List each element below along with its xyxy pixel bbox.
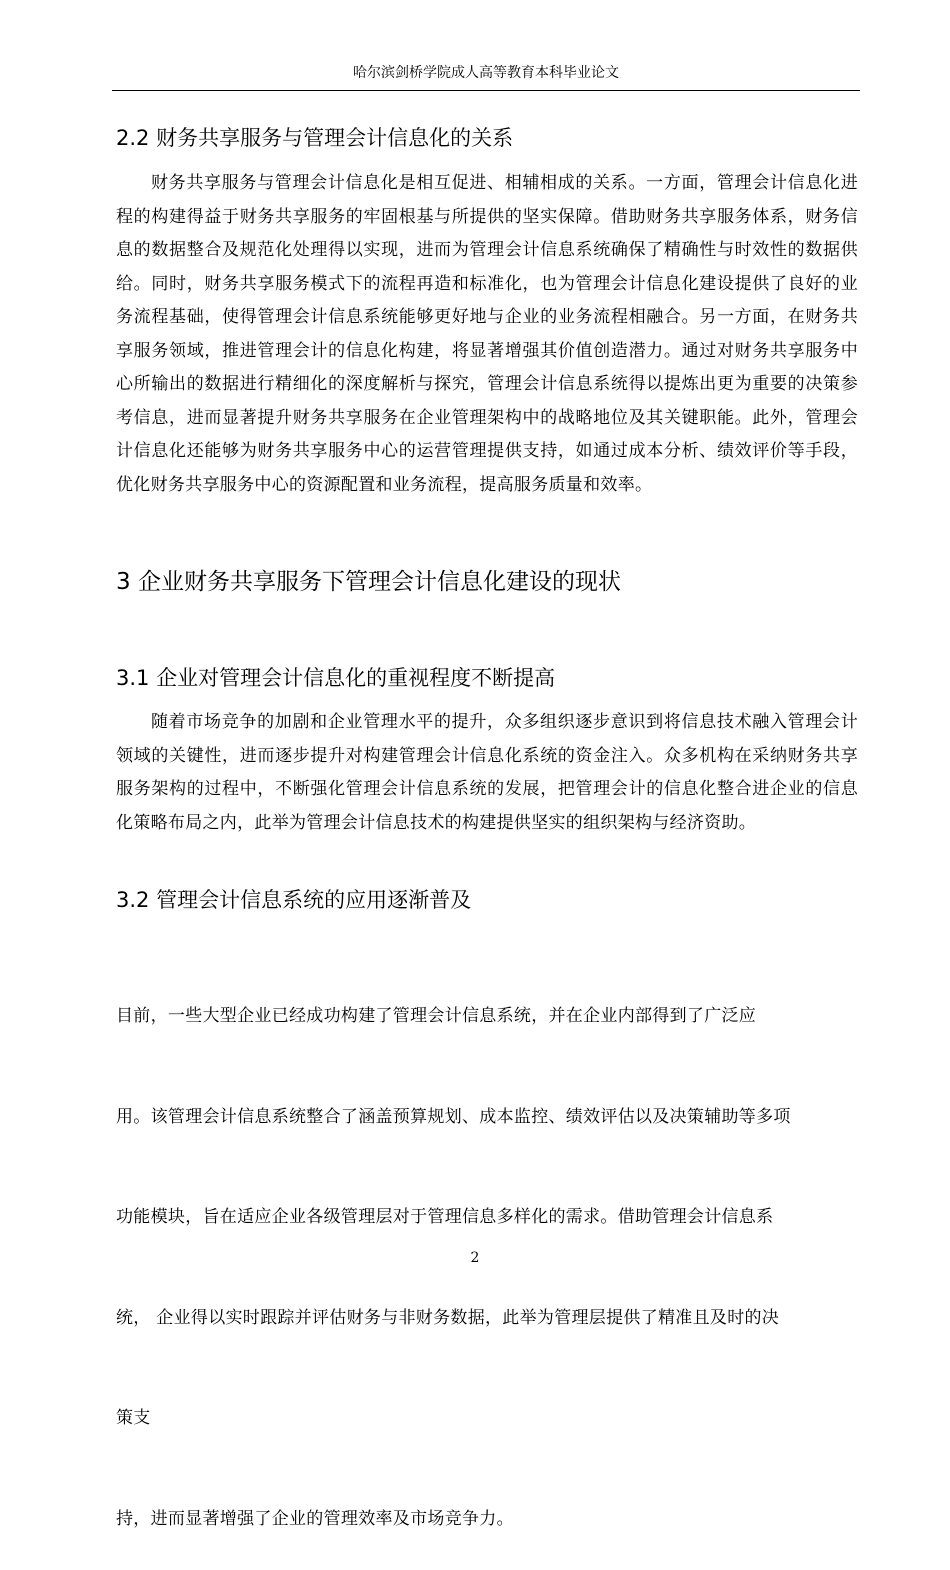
- section-body-3-1: 随着市场竞争的加剧和企业管理水平的提升，众多组织逐步意识到将信息技术融入管理会计领域的关键性，进而逐步提升对构建管理会计信息化系统的资金注入。众多机构在采纳财务共享服务架构的过程中，不断强化管理会计信息系统的发展，把管理会计的信息化整合进企业的信息化策略布局之内，此举为管理会计信息技术的构建提供坚实的组织架构与经济资助。: [116, 712, 858, 833]
- header-title: 哈尔滨剑桥学院成人高等教育本科毕业论文: [353, 65, 619, 81]
- page-header: [112, 64, 860, 91]
- body-line: 目前，一些大型企业已经成功构建了管理会计信息系统，并在企业内部得到了广泛应: [116, 1006, 757, 1026]
- chapter-heading-3: 3 企业财务共享服务下管理会计信息化建设的现状: [116, 569, 621, 595]
- body-line: 策支: [116, 1408, 151, 1428]
- body-line: 用。该管理会计信息系统整合了涵盖预算规划、成本监控、绩效评估以及决策辅助等多项: [116, 1106, 791, 1127]
- section-heading-3-1: 3.1 企业对管理会计信息化的重视程度不断提高: [116, 666, 556, 690]
- section-body-2-2: 财务共享服务与管理会计信息化是相互促进、相辅相成的关系。一方面，管理会计信息化进程的构建得益于财务共享服务的牢固根基与所提供的坚实保障。借助财务共享服务体系，财务信息的数据整合及规范化处理得以实现，进而为管理会计信息系统确保了精确性与时效性的数据供给。同时，财务共享服务模式下的流程再造和标准化，也为管理会计信息化建设提供了良好的业务流程基础，使得管理会计信息系统能够更好地与企业的业务流程相融合。另一方面，在财务共享服务领域，推进管理会计的信息化构建，将显著增强其价值创造潜力。通过对财务共享服务中心所输出的数据进行精细化的深度解析与探究，管理会计信息系统得以提炼出更为重要的决策参考信息，进而显著提升财务共享服务在企业管理架构中的战略地位及其关键职能。此外，管理会计信息化还能够为财务共享服务中心的运营管理提供支持，如通过成本分析、绩效评价等手段，优化财务共享服务中心的资源配置和业务流程，提高服务质量和效率。: [116, 173, 858, 495]
- body-line: 功能模块，旨在适应企业各级管理层对于管理信息多样化的需求。借助管理会计信息系: [116, 1207, 774, 1227]
- body-line: 统， 企业得以实时跟踪并评估财务与非财务数据，此举为管理层提供了精准且及时的决: [116, 1307, 780, 1328]
- section-heading-3-2: 3.2 管理会计信息系统的应用逐渐普及: [116, 888, 472, 912]
- body-line: 持，进而显著增强了企业的管理效率及市场竞争力。: [116, 1508, 514, 1529]
- section-heading-2-2: 2.2 财务共享服务与管理会计信息化的关系: [116, 126, 514, 150]
- page-number: 2: [470, 1250, 480, 1266]
